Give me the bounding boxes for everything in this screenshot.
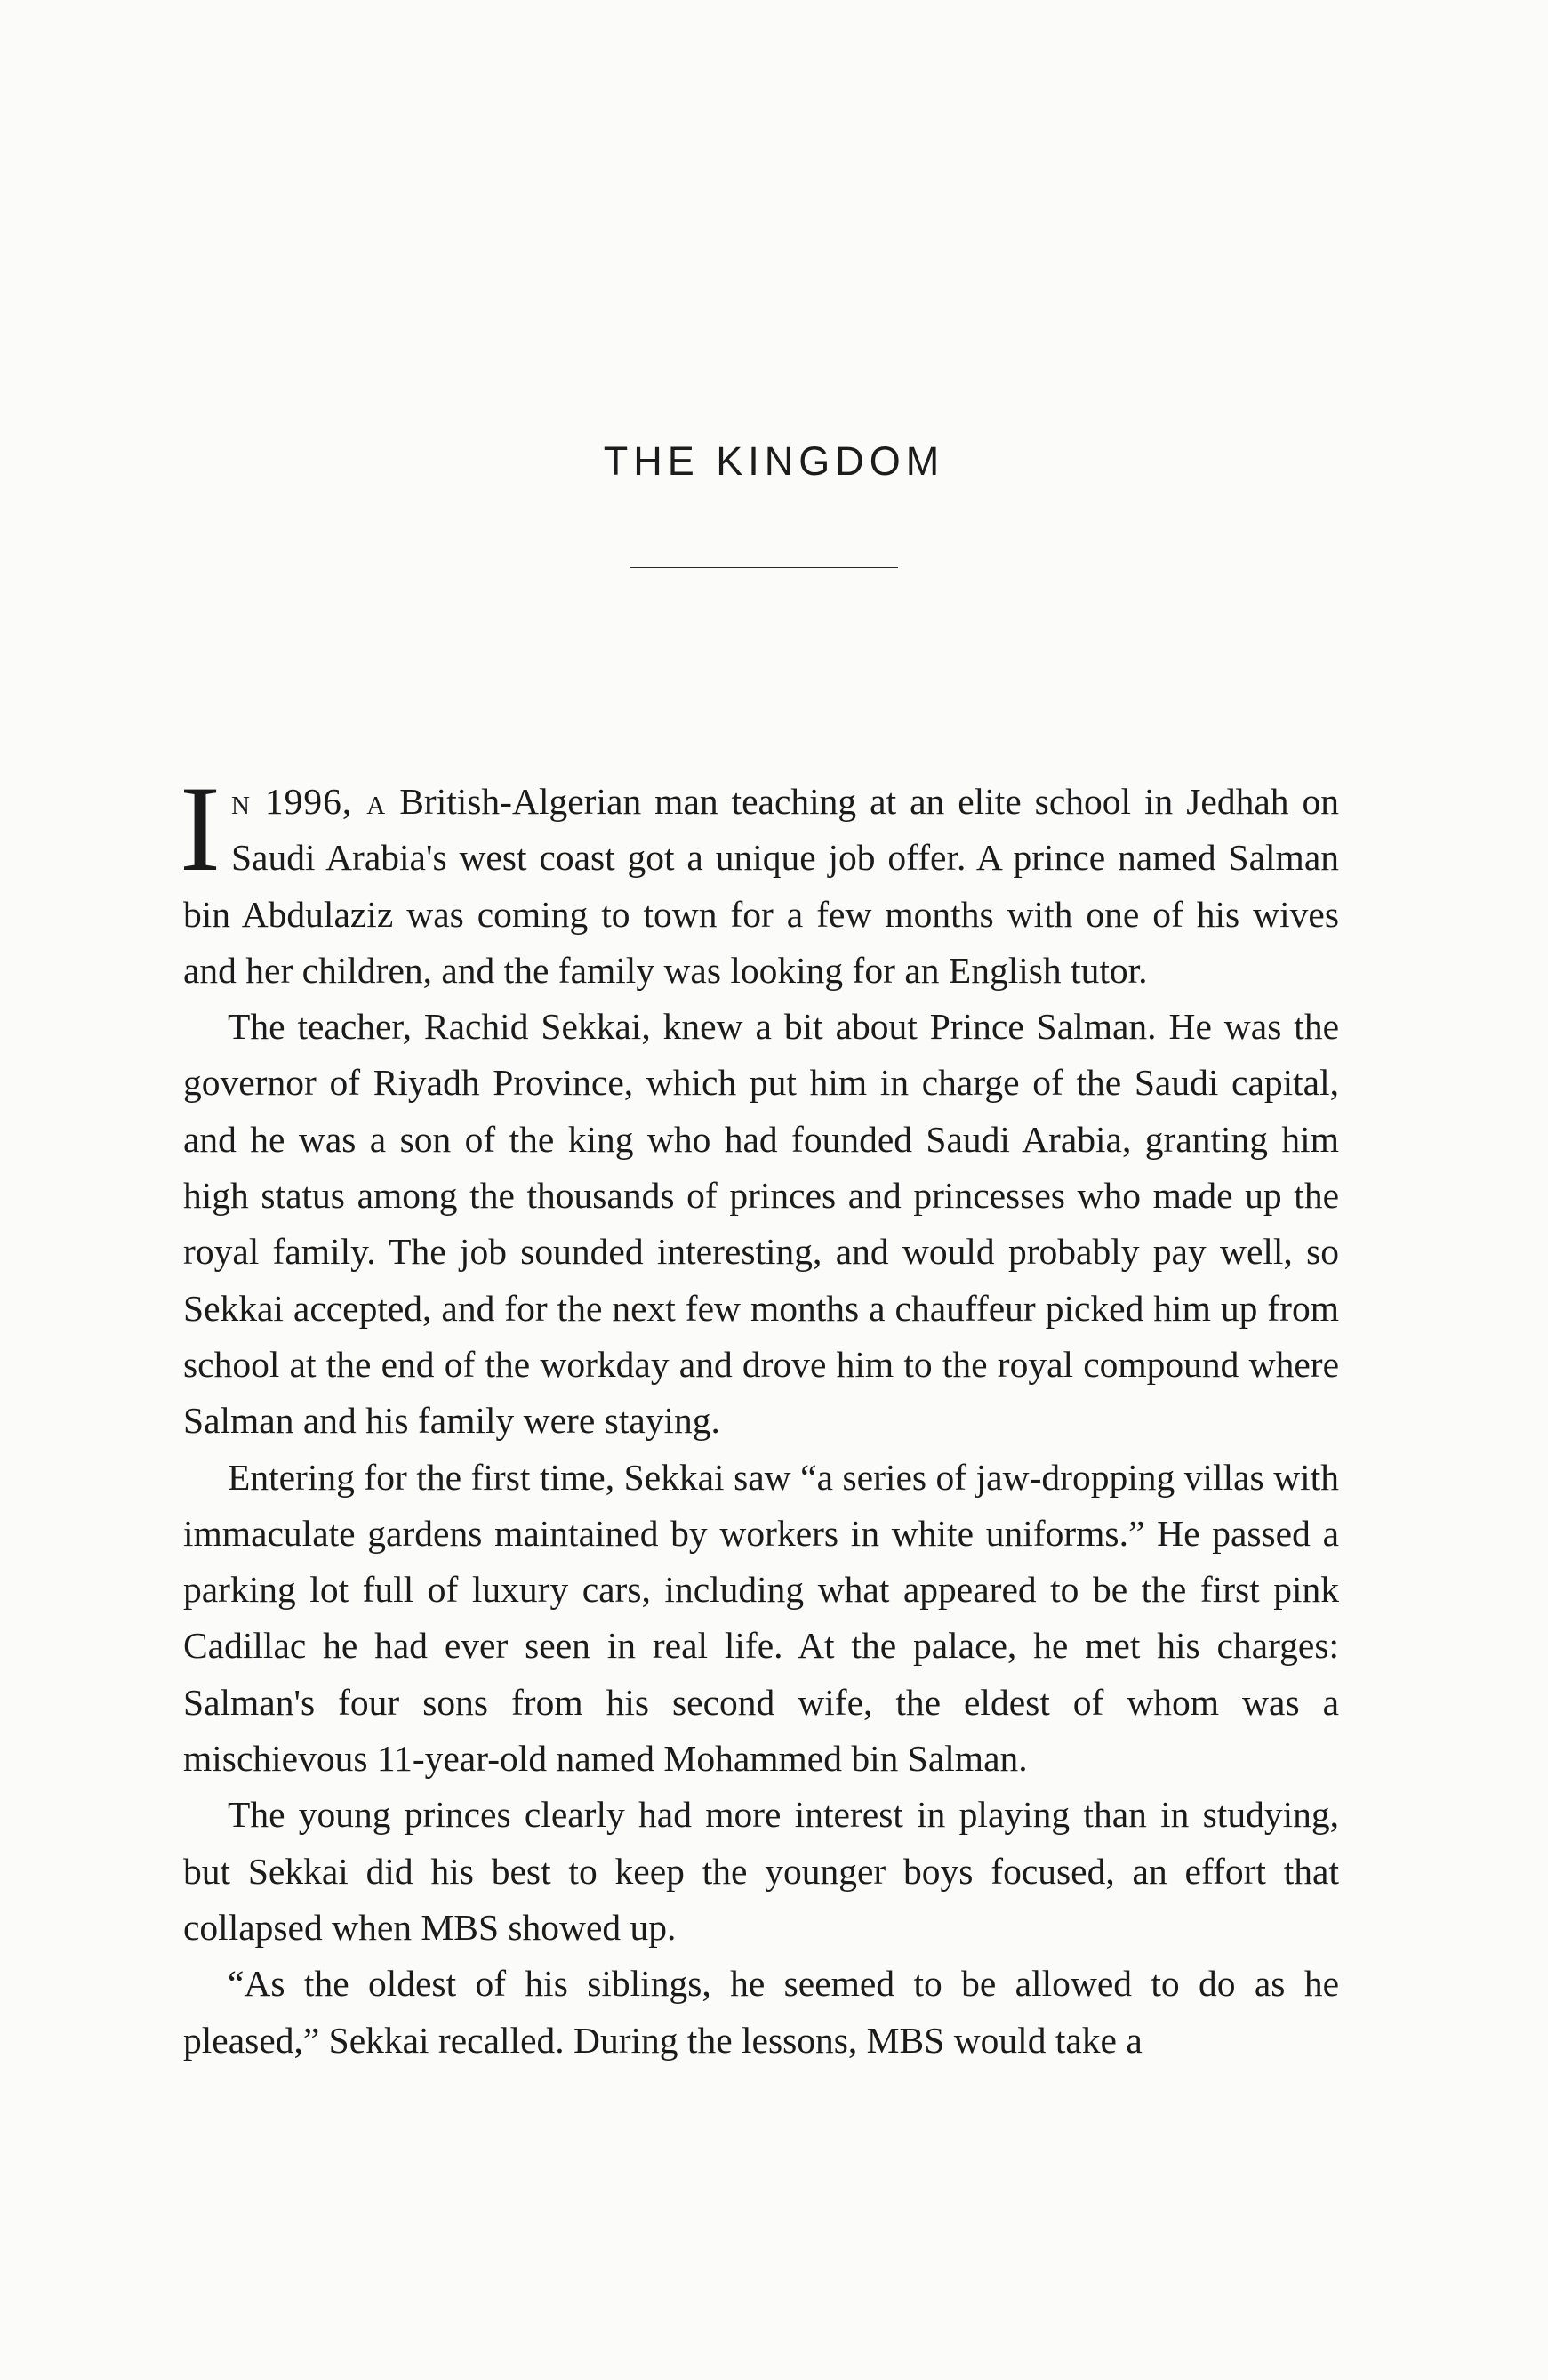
opening-small-caps: n 1996, a (230, 781, 387, 822)
paragraph-4: The young princes clearly had more interest in playing than in studying, but Sekkai did his best to keep the younger boys focused, an effort that collapsed when MBS showed up. (183, 1794, 1339, 1948)
paragraph-1-text: British-Algerian man teaching at an elite school in Jedhah on Saudi Arabia's west coast got a unique job offer. A prince named Salman bin Abdulaziz was coming to town for a few months with one of his wives and her children, and the family was looking for an English tutor. (183, 781, 1339, 991)
chapter-title: THE KINGDOM (603, 438, 945, 484)
paragraph-2: The teacher, Rachid Sekkai, knew a bit about Prince Salman. He was the governor of Riyadh Province, which put him in charge of the Saudi capital, and he was a son of the king who had founded Saudi Arabia, granting him high status among the thousands of princes and princesses who made up the royal family. The job sounded interesting, and would probably pay well, so Sekkai accepted, and for the next few months a chauffeur picked him up from school at the end of the workday and drove him to the royal compound where Salman and his family were staying. (183, 1006, 1339, 1442)
chapter-body (180, 760, 1339, 2069)
paragraph-3: Entering for the first time, Sekkai saw “a series of jaw-dropping villas with immaculate gardens maintained by workers in white uniforms.” He passed a parking lot full of luxury cars, including what appeared to be the first pink Cadillac he had ever seen in real life. At the palace, he met his charges: Salman's four sons from his second wife, the eldest of whom was a mischievous 11-year-old named Mohammed bin Salman. (183, 1456, 1339, 1780)
paragraph-1 (180, 760, 1339, 999)
drop-cap: I (180, 760, 221, 897)
paragraph-5: “As the oldest of his siblings, he seemed to be allowed to do as he pleased,” Sekkai recalled. During the lessons, MBS would take a (183, 1963, 1339, 2061)
title-divider (630, 567, 898, 568)
